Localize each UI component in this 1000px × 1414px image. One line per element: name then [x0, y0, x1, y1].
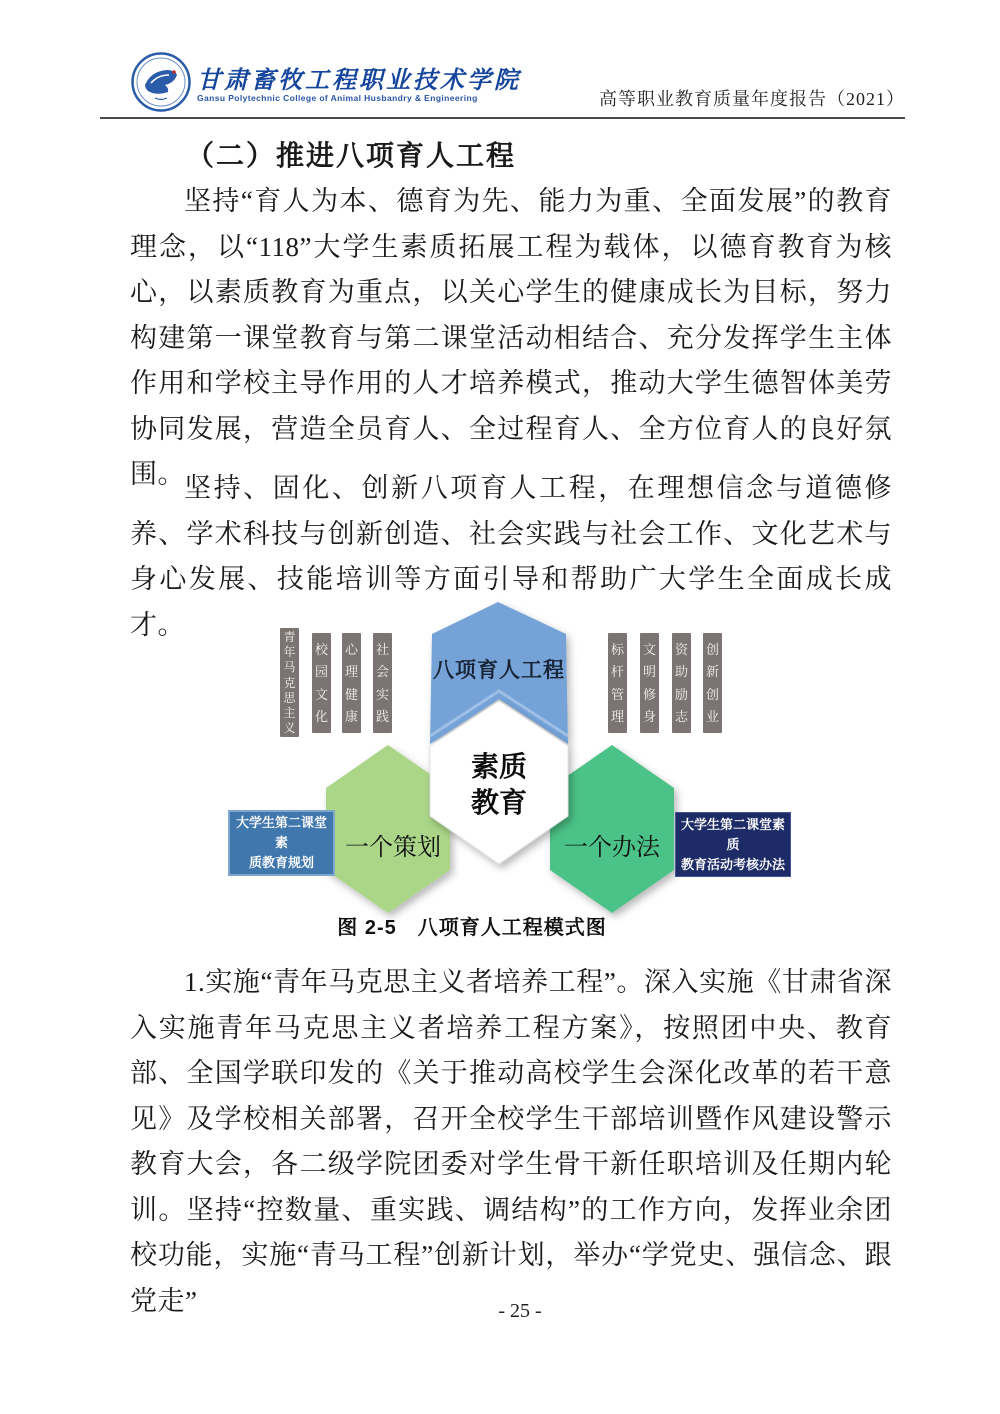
center-label-line2: 教育	[470, 787, 527, 818]
pillar-campus-culture: 校 园 文 化	[312, 633, 331, 733]
center-label-line1: 素质	[470, 751, 527, 782]
figure-eight-projects-diagram	[0, 598, 1000, 928]
college-logo-icon	[131, 52, 191, 112]
college-logo	[131, 52, 191, 112]
center-hexagon-label	[430, 749, 568, 821]
right-hexagon-label: 一个办法	[564, 834, 660, 861]
college-name-cn: 甘肃畜牧工程职业技术学院	[197, 68, 521, 94]
page-number: - 25 -	[498, 1300, 542, 1322]
pillar-innovation-entrepreneurship: 创 新 创 业	[703, 633, 722, 733]
header-divider	[100, 117, 905, 119]
left-box-line1: 大学生第二课堂素	[235, 815, 327, 850]
college-name-en: Gansu Polytechnic College of Animal Husbandry & Engineering	[197, 93, 478, 103]
report-title: 高等职业教育质量年度报告（2021）	[599, 89, 905, 109]
figure-caption: 图 2-5 八项育人工程模式图	[337, 917, 607, 939]
pillar-benchmark-management: 标 杆 管 理	[608, 633, 627, 733]
left-box-line2: 质教育规划	[248, 855, 314, 870]
section-title: （二）推进八项育人工程	[186, 141, 517, 172]
pillar-civilized-conduct: 文 明 修 身	[640, 633, 659, 733]
paragraph-2: 坚持、固化、创新八项育人工程，在理想信念与道德修养、学术科技与创新创造、社会实践与社会工作、文化艺术与身心发展、技能培训等方面引导和帮助广大学生全面成长成才。	[130, 473, 892, 640]
assessment-method-box	[675, 812, 791, 877]
pillar-mental-health: 心 理 健 康	[342, 633, 361, 733]
second-classroom-plan-box	[228, 810, 335, 876]
right-box-line1: 大学生第二课堂素质	[680, 816, 785, 852]
pillar-aid-inspiration: 资 助 励 志	[672, 633, 691, 733]
top-hexagon-label: 八项育人工程	[433, 659, 565, 682]
pillar-youth-marxism: 青 年 马 克 思 主 义	[280, 628, 299, 737]
right-box-line2: 教育活动考核办法	[680, 856, 785, 872]
paragraph-1: 坚持“育人为本、德育为先、能力为重、全面发展”的教育理念，以“118”大学生素质拓展工程为载体，以德育教育为核心，以素质教育为重点，以关心学生的健康成长为目标，努力构建第一课堂教育与第二课堂活动相结合、充分发挥学生主体作用和学校主导作用的人才培养模式，推动大学生德智体美劳协同发展，营造全员育人、全过程育人、全方位育人的良好氛围。	[130, 186, 892, 489]
pillar-social-practice: 社 会 实 践	[373, 633, 392, 733]
paragraph-3: 1.实施“青年马克思主义者培养工程”。深入实施《甘肃省深入实施青年马克思主义者培养工程方案》，按照团中央、教育部、全国学联印发的《关于推动高校学生会深化改革的若干意见》及学校相关部署，召开全校学生干部培训暨作风建设警示教育大会，各二级学院团委对学生骨干新任职培训及任期内轮训。坚持“控数量、重实践、调结构”的工作方向，发挥业余团校功能，实施“青马工程”创新计划，举办“学党史、强信念、跟党走”	[130, 967, 892, 1316]
left-hexagon-label: 一个策划	[345, 834, 441, 861]
